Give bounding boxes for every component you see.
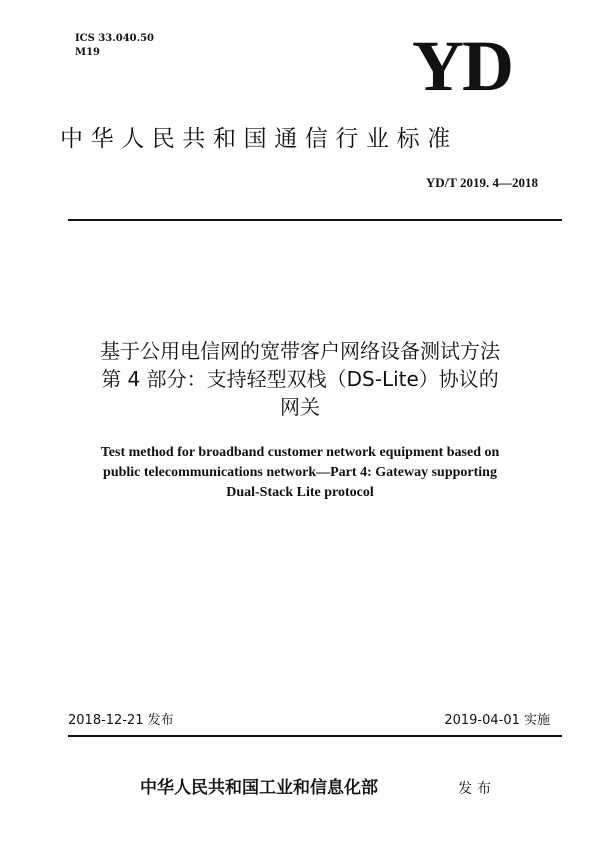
chinese-title-line: 基于公用电信网的宽带客户网络设备测试方法 — [100, 339, 500, 363]
standard-title: 中华人民共和国通信行业标准 — [60, 126, 458, 152]
publish-label: 发布 — [458, 781, 496, 797]
bottom-divider — [68, 735, 562, 737]
english-title-line: public telecommunications network—Part 4: Gateway supporting — [103, 465, 497, 480]
english-title-line: Dual-Stack Lite protocol — [226, 485, 374, 500]
publisher-name: 中华人民共和国工业和信息化部 — [140, 778, 378, 798]
english-title-line: Test method for broadband customer network equipment based on — [100, 445, 500, 460]
chinese-title-line: 第 4 部分：支持轻型双栈（DS-Lite）协议的 — [101, 367, 499, 391]
chinese-title — [40, 337, 560, 421]
yd-logo: YD — [412, 26, 512, 106]
top-divider — [68, 219, 562, 221]
classification-code: M19 — [75, 47, 100, 58]
implementation-date: 2019-04-01 实施 — [444, 713, 550, 728]
chinese-title-line: 网关 — [280, 395, 320, 419]
english-title — [40, 443, 560, 503]
ics-code: ICS 33.040.50 — [75, 33, 155, 44]
standard-number: YD/T 2019. 4—2018 — [425, 175, 538, 190]
issue-date: 2018-12-21 发布 — [68, 713, 174, 728]
